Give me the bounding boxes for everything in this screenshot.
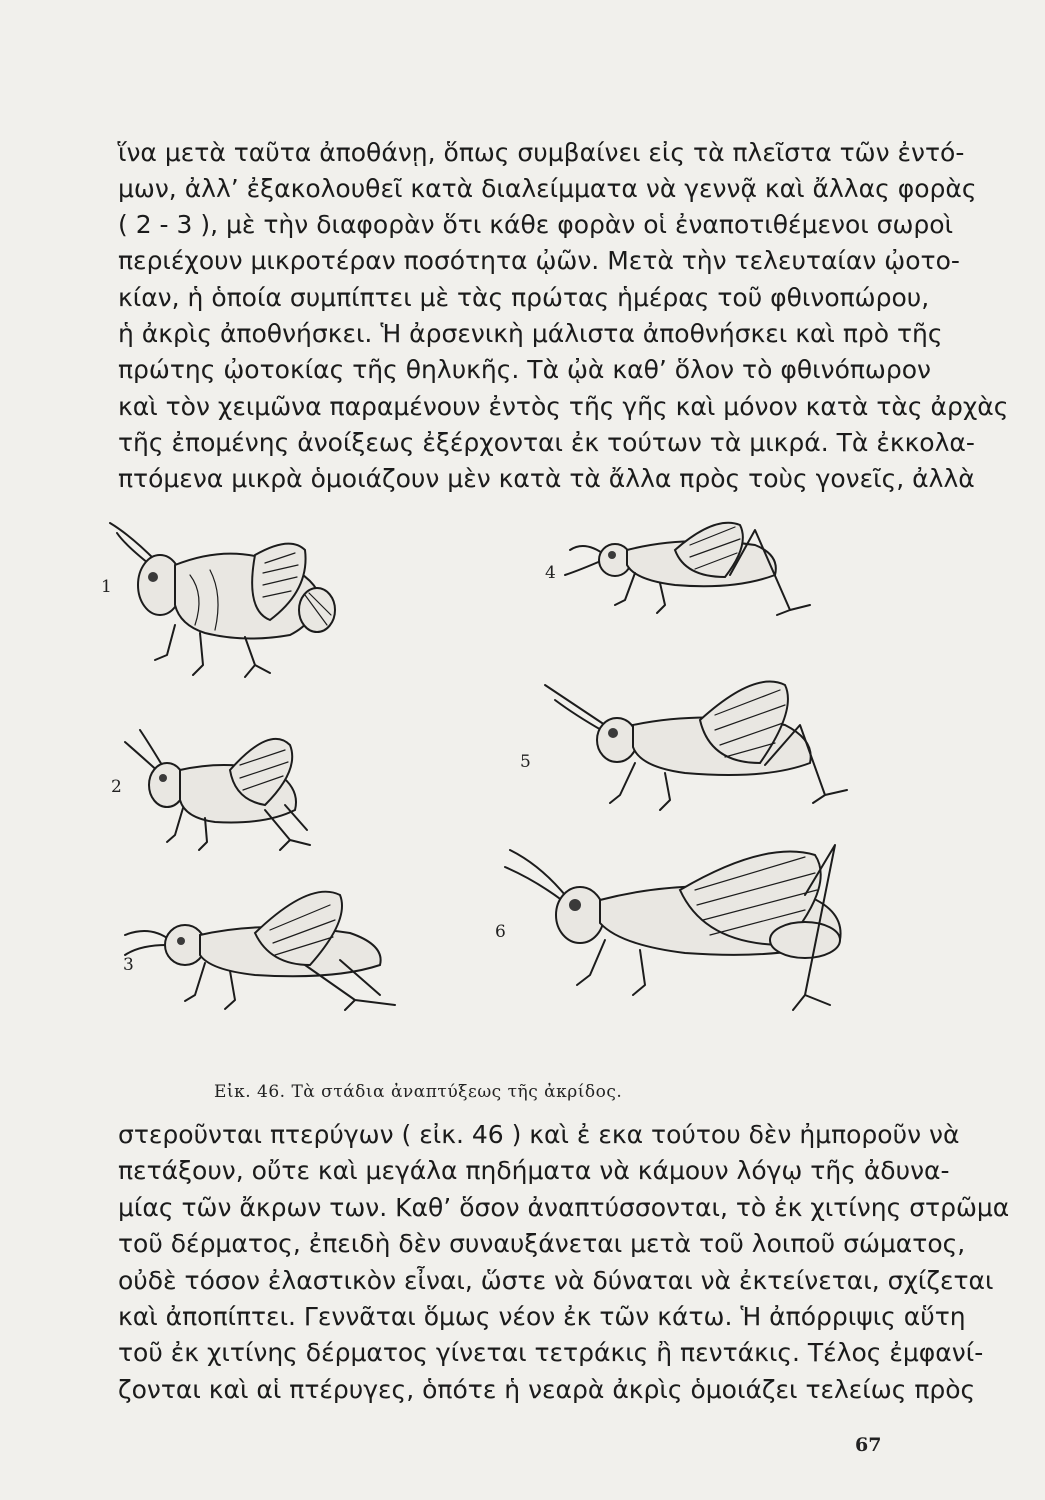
stage-3-drawing: [125, 892, 395, 1010]
text-line: τῆς ἐπομένης ἀνοίξεως ἐξέρχονται ἐκ τούτων τὰ μικρά. Τὰ ἐκκολα-: [118, 428, 975, 457]
text-line: ἡ ἀκρὶς ἀποθνήσκει. Ἡ ἀρσενικὴ μάλιστα ἀποθνήσκει καὶ πρὸ τῆς: [118, 319, 943, 348]
figure-caption: Εἰκ. 46. Τὰ στάδια ἀναπτύξεως τῆς ἀκρίδος.: [214, 1082, 623, 1102]
stage-6-drawing: [505, 845, 841, 1010]
stage-4-drawing: [565, 523, 810, 615]
figure-label-4: 4: [545, 563, 556, 583]
text-line: ζονται καὶ αἱ πτέρυγες, ὁπότε ἡ νεαρὰ ἀκρὶς ὁμοιάζει τελείως πρὸς: [118, 1375, 976, 1404]
text-line: πρώτης ᾠοτοκίας τῆς θηλυκῆς. Τὰ ᾠὰ καθ’ ὅλον τὸ φθινόπωρον: [118, 355, 931, 384]
figure-label-6: 6: [495, 922, 506, 942]
text-line: κίαν, ἡ ὁποία συμπίπτει μὲ τὰς πρώτας ἡμέρας τοῦ φθινοπώρου,: [118, 283, 930, 312]
stage-2-drawing: [125, 730, 310, 850]
text-line: οὐδὲ τόσον ἐλαστικὸν εἶναι, ὥστε νὰ δύναται νὰ ἐκτείνεται, σχίζεται: [118, 1266, 994, 1295]
text-line: τοῦ δέρματος, ἐπειδὴ δὲν συναυξάνεται μετὰ τοῦ λοιποῦ σώματος,: [118, 1229, 966, 1258]
figure-label-5: 5: [520, 752, 531, 772]
text-line: πτόμενα μικρὰ ὁμοιάζουν μὲν κατὰ τὰ ἄλλα πρὸς τοὺς γονεῖς, ἀλλὰ: [118, 464, 975, 493]
stage-5-drawing: [545, 682, 847, 810]
text-line: ( 2 - 3 ), μὲ τὴν διαφορὰν ὅτι κάθε φορὰν οἱ ἐναποτιθέμενοι σωροὶ: [118, 210, 954, 239]
grasshopper-stages-figure: [95, 515, 925, 1025]
stage-1-drawing: [110, 523, 335, 677]
figure-label-2: 2: [111, 777, 122, 797]
figure-label-1: 1: [101, 577, 112, 597]
text-line: μων, ἀλλ’ ἐξακολουθεῖ κατὰ διαλείμματα νὰ γεννᾷ καὶ ἄλλας φορὰς: [118, 174, 977, 203]
page-number: 67: [855, 1434, 882, 1456]
text-line: καὶ τὸν χειμῶνα παραμένουν ἐντὸς τῆς γῆς καὶ μόνον κατὰ τὰς ἀρχὰς: [118, 392, 1009, 421]
figure-label-3: 3: [123, 955, 134, 975]
text-line: ἵνα μετὰ ταῦτα ἀποθάνῃ, ὅπως συμβαίνει εἰς τὰ πλεῖστα τῶν ἐντό-: [118, 138, 965, 167]
text-line: καὶ ἀποπίπτει. Γεννᾶται ὅμως νέον ἐκ τῶν κάτω. Ἡ ἀπόρριψις αὕτη: [118, 1302, 966, 1331]
grasshopper-illustration: [95, 515, 925, 1025]
text-line: πετάξουν, οὔτε καὶ μεγάλα πηδήματα νὰ κάμουν λόγῳ τῆς ἀδυνα-: [118, 1156, 950, 1185]
text-line: τοῦ ἐκ χιτίνης δέρματος γίνεται τετράκις ἢ πεντάκις. Τέλος ἐμφανί-: [118, 1338, 984, 1367]
text-line: περιέχουν μικροτέραν ποσότητα ᾠῶν. Μετὰ τὴν τελευταίαν ᾠοτο-: [118, 246, 960, 275]
text-line: στεροῦνται πτερύγων ( εἰκ. 46 ) καὶ ἐ εκα τούτου δὲν ἠμποροῦν νὰ: [118, 1120, 960, 1149]
text-line: μίας τῶν ἄκρων των. Καθ’ ὅσον ἀναπτύσσονται, τὸ ἐκ χιτίνης στρῶμα: [118, 1193, 1010, 1222]
